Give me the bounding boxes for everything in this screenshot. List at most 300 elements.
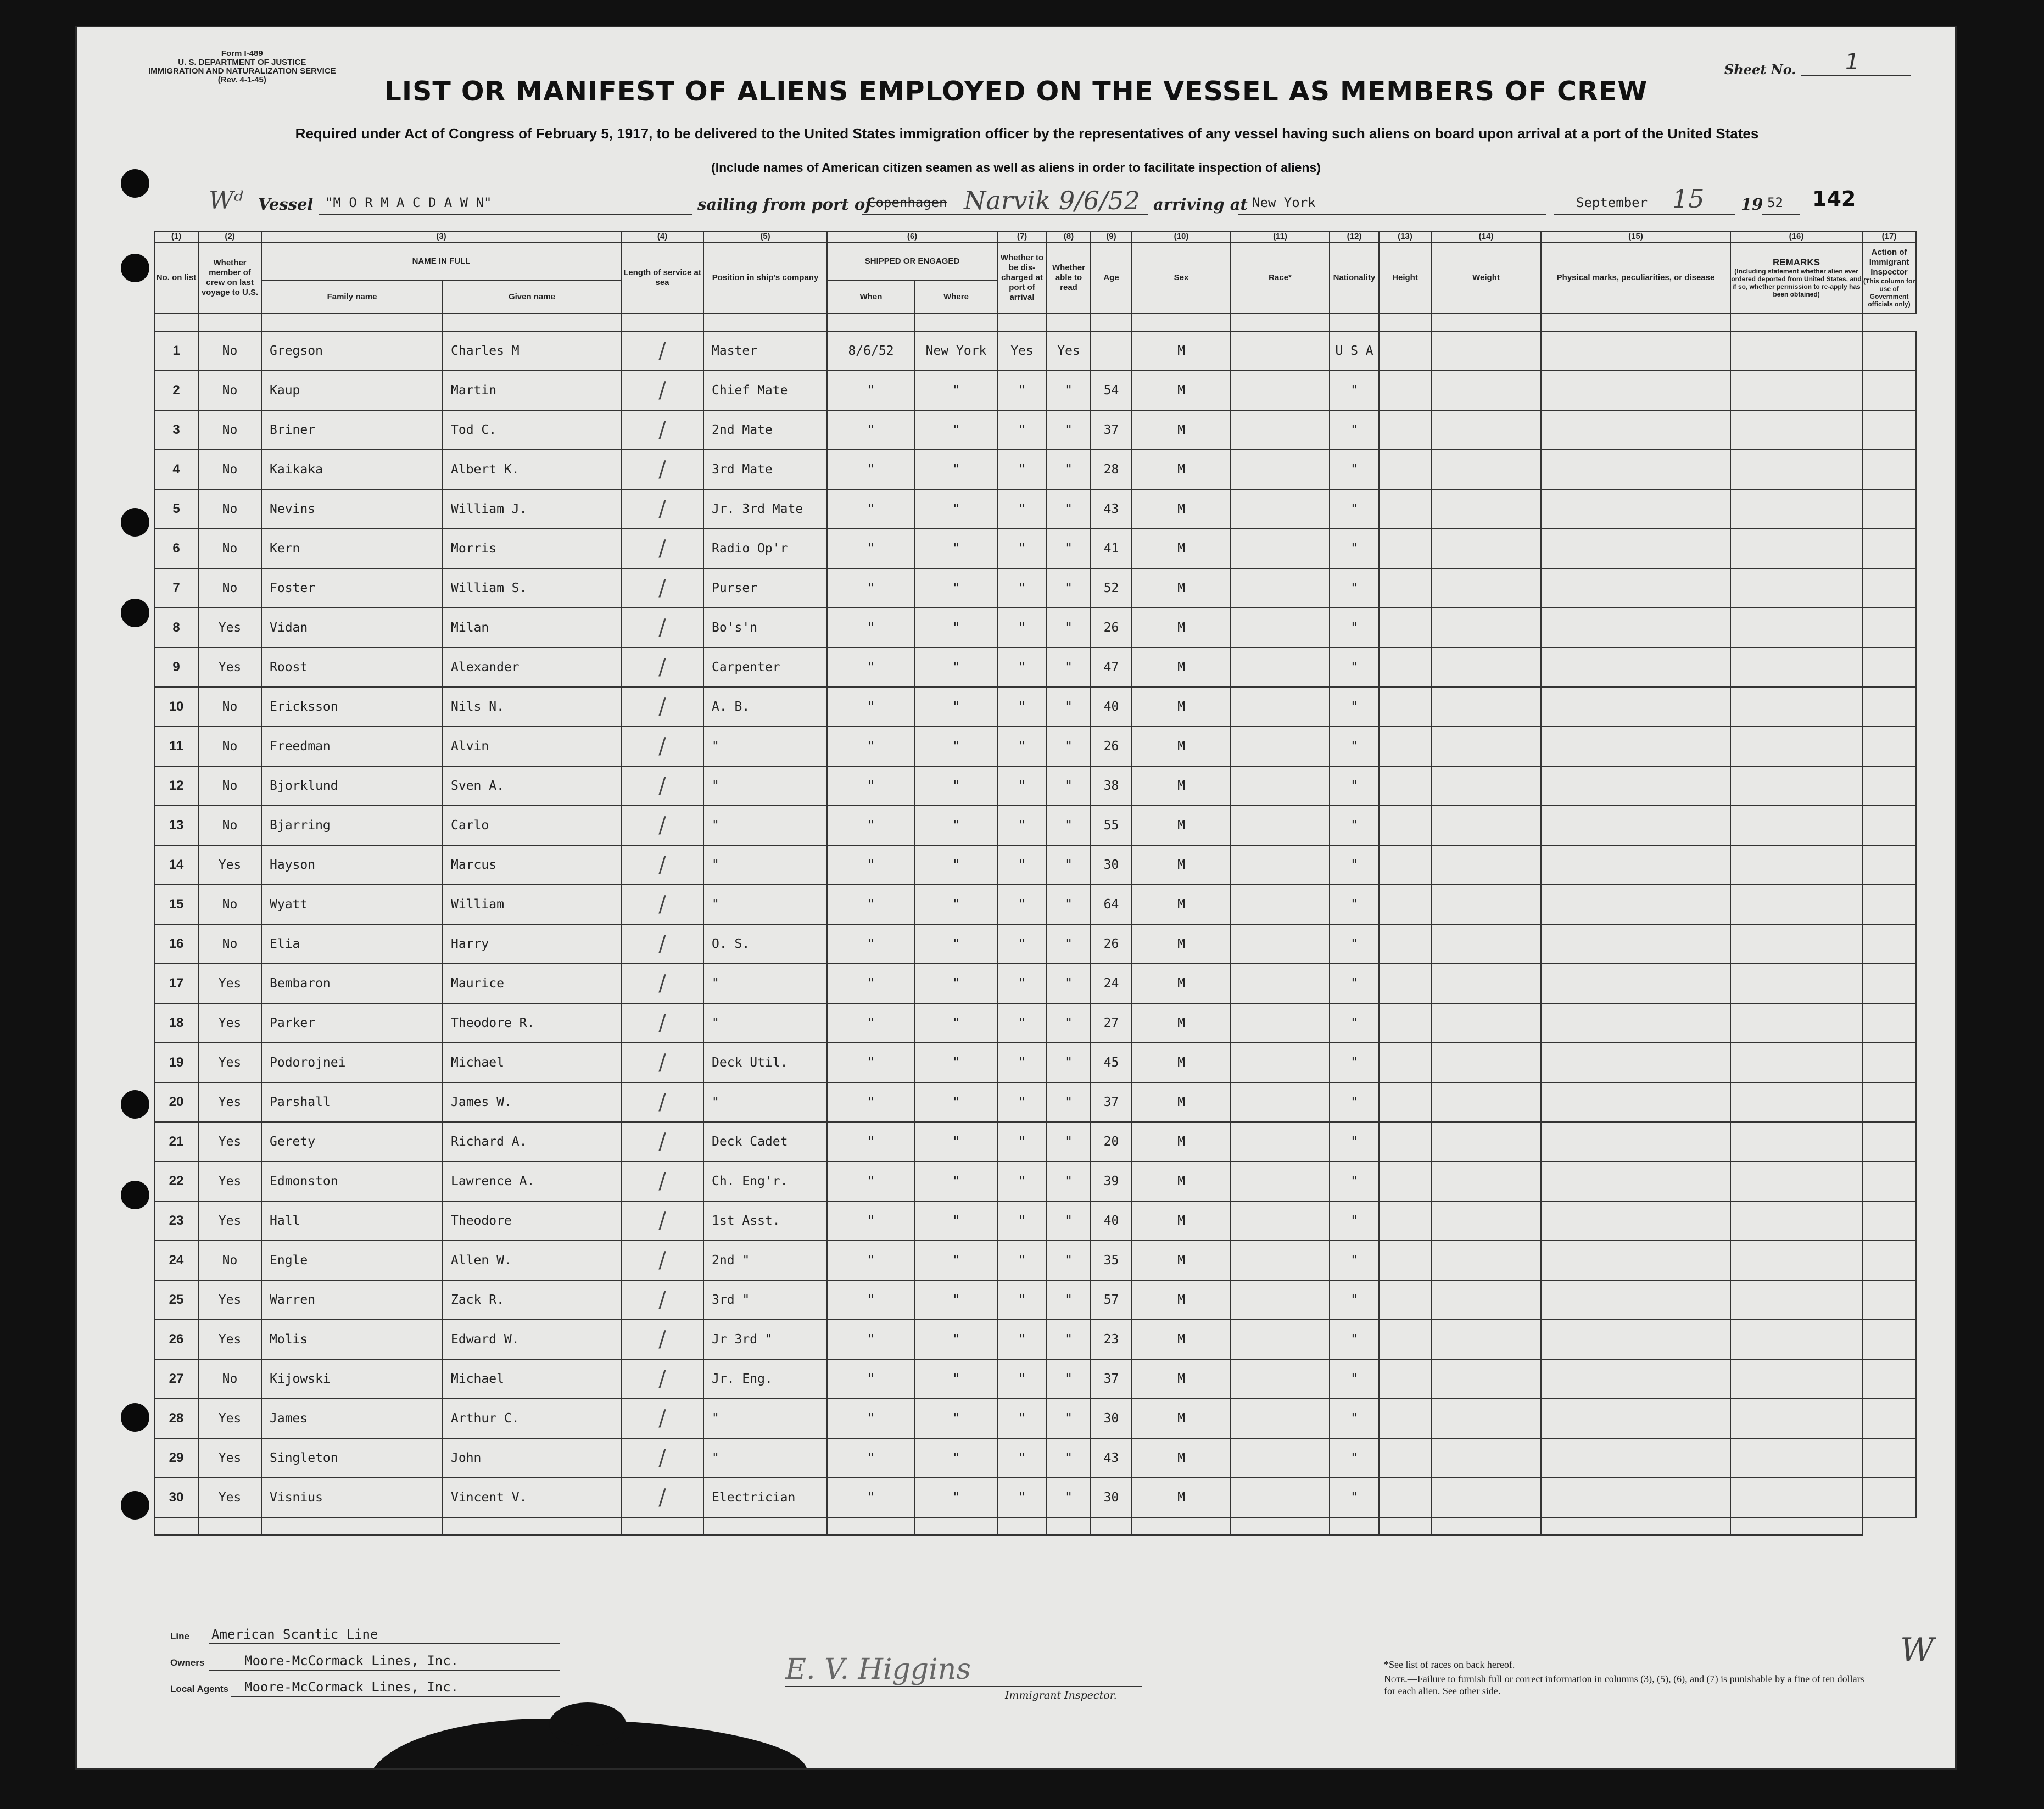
cell-physical-marks bbox=[1541, 1043, 1730, 1082]
cell-sex: M bbox=[1132, 1162, 1231, 1201]
remarks-title: REMARKS bbox=[1773, 257, 1820, 267]
cell-weight bbox=[1431, 1162, 1541, 1201]
cell-age: 26 bbox=[1091, 608, 1132, 647]
cell-given-name: Tod C. bbox=[443, 410, 621, 450]
cell-race bbox=[1231, 687, 1330, 727]
cell-discharged: " bbox=[997, 1082, 1047, 1122]
line-label: Line bbox=[170, 1631, 189, 1642]
cell-discharged: " bbox=[997, 766, 1047, 806]
cell-position: " bbox=[703, 1438, 827, 1478]
cell-given-name: Carlo bbox=[443, 806, 621, 845]
cell-shipped-where: " bbox=[915, 1122, 997, 1162]
cell-height bbox=[1379, 529, 1431, 568]
cell-race bbox=[1231, 568, 1330, 608]
cell-shipped-where: " bbox=[915, 964, 997, 1003]
cell-race bbox=[1231, 1043, 1330, 1082]
cell-age: 37 bbox=[1091, 1359, 1132, 1399]
cell-nationality: " bbox=[1330, 1201, 1379, 1241]
cell-remarks bbox=[1730, 331, 1862, 371]
cell-shipped-where: " bbox=[915, 1241, 997, 1280]
cell-shipped-where: " bbox=[915, 924, 997, 964]
cell-able-to-read: " bbox=[1047, 410, 1091, 450]
cell-height bbox=[1379, 1320, 1431, 1359]
cell-discharged: " bbox=[997, 608, 1047, 647]
cell-shipped-when: " bbox=[827, 964, 915, 1003]
cell-height bbox=[1379, 1399, 1431, 1438]
cell-physical-marks bbox=[1541, 647, 1730, 687]
column-number-row bbox=[154, 231, 1916, 242]
cell-row-number: 15 bbox=[154, 885, 198, 924]
cell-shipped-when: " bbox=[827, 450, 915, 489]
cell-last-voyage: Yes bbox=[198, 1478, 261, 1517]
cell-race bbox=[1231, 1162, 1330, 1201]
cell-remarks bbox=[1730, 450, 1862, 489]
cell-remarks bbox=[1730, 727, 1862, 766]
cell-able-to-read: " bbox=[1047, 489, 1091, 529]
col-num: (1) bbox=[154, 231, 198, 242]
cell-last-voyage: Yes bbox=[198, 1438, 261, 1478]
cell-sex: M bbox=[1132, 1399, 1231, 1438]
cell-remarks bbox=[1730, 1399, 1862, 1438]
cell-able-to-read: " bbox=[1047, 647, 1091, 687]
cell-family-name: Hayson bbox=[261, 845, 443, 885]
cell-shipped-when: " bbox=[827, 1320, 915, 1359]
cell-shipped-where: " bbox=[915, 529, 997, 568]
cell-race bbox=[1231, 1201, 1330, 1241]
header-discharged: Whether to be dis-charged at port of arrival bbox=[997, 242, 1047, 314]
owners-value: Moore-McCormack Lines, Inc. bbox=[244, 1653, 459, 1668]
arrival-day: 15 bbox=[1672, 184, 1705, 214]
cell-race bbox=[1231, 1478, 1330, 1517]
cell-race bbox=[1231, 806, 1330, 845]
cell-length-of-service: / bbox=[621, 806, 703, 845]
action-title: Action of Immigrant Inspector bbox=[1869, 248, 1909, 277]
cell-sex: M bbox=[1132, 1201, 1231, 1241]
cell-length-of-service: / bbox=[621, 371, 703, 410]
cell-physical-marks bbox=[1541, 1201, 1730, 1241]
table-row bbox=[154, 1399, 1916, 1438]
cell-remarks bbox=[1730, 1241, 1862, 1280]
cell-remarks bbox=[1730, 647, 1862, 687]
arriving-port: New York bbox=[1252, 195, 1316, 210]
cell-inspector-action bbox=[1862, 608, 1916, 647]
cell-last-voyage: No bbox=[198, 1241, 261, 1280]
cell-physical-marks bbox=[1541, 885, 1730, 924]
cell-inspector-action bbox=[1862, 1082, 1916, 1122]
cell-shipped-where: " bbox=[915, 1201, 997, 1241]
table-row bbox=[154, 1280, 1916, 1320]
cell-length-of-service: / bbox=[621, 964, 703, 1003]
col-num: (11) bbox=[1231, 231, 1330, 242]
cell-inspector-action bbox=[1862, 806, 1916, 845]
cell-nationality: U S A bbox=[1330, 331, 1379, 371]
cell-remarks bbox=[1730, 1003, 1862, 1043]
cell-inspector-action bbox=[1862, 687, 1916, 727]
cell-race bbox=[1231, 608, 1330, 647]
cell-discharged: " bbox=[997, 1320, 1047, 1359]
binder-hole bbox=[121, 1181, 149, 1209]
table-row bbox=[154, 1359, 1916, 1399]
cell-inspector-action bbox=[1862, 1162, 1916, 1201]
page-subtitle: Required under Act of Congress of February 5, 1917, to be delivered to the United States immigration officer by the representatives of any vessel having such aliens on board upon arrival at a port of the United States bbox=[295, 125, 1759, 142]
cell-inspector-action bbox=[1862, 1280, 1916, 1320]
cell-length-of-service: / bbox=[621, 1003, 703, 1043]
cell-race bbox=[1231, 1122, 1330, 1162]
cell-length-of-service: / bbox=[621, 1478, 703, 1517]
cell-remarks bbox=[1730, 964, 1862, 1003]
cell-age: 37 bbox=[1091, 1082, 1132, 1122]
cell-sex: M bbox=[1132, 1043, 1231, 1082]
cell-age: 64 bbox=[1091, 885, 1132, 924]
cell-row-number: 24 bbox=[154, 1241, 198, 1280]
cell-shipped-when: " bbox=[827, 1478, 915, 1517]
cell-shipped-when: " bbox=[827, 1122, 915, 1162]
cell-inspector-action bbox=[1862, 331, 1916, 371]
cell-nationality: " bbox=[1330, 1280, 1379, 1320]
cell-inspector-action bbox=[1862, 1122, 1916, 1162]
cell-weight bbox=[1431, 924, 1541, 964]
cell-inspector-action bbox=[1862, 568, 1916, 608]
sailing-label: sailing from port of bbox=[697, 195, 872, 214]
cell-remarks bbox=[1730, 1320, 1862, 1359]
cell-race bbox=[1231, 1359, 1330, 1399]
cell-discharged: " bbox=[997, 1043, 1047, 1082]
cell-shipped-when: " bbox=[827, 371, 915, 410]
cell-family-name: Warren bbox=[261, 1280, 443, 1320]
header-when: When bbox=[827, 281, 915, 314]
cell-height bbox=[1379, 924, 1431, 964]
cell-shipped-where: " bbox=[915, 1280, 997, 1320]
cell-able-to-read: " bbox=[1047, 1438, 1091, 1478]
cell-height bbox=[1379, 1003, 1431, 1043]
cell-sex: M bbox=[1132, 885, 1231, 924]
cell-inspector-action bbox=[1862, 1241, 1916, 1280]
cell-discharged: " bbox=[997, 1162, 1047, 1201]
col-num: (6) bbox=[827, 231, 997, 242]
inspector-signature: E. V. Higgins bbox=[785, 1653, 971, 1686]
cell-sex: M bbox=[1132, 489, 1231, 529]
header-race: Race* bbox=[1231, 242, 1330, 314]
table-row bbox=[154, 1241, 1916, 1280]
table-row bbox=[154, 1438, 1916, 1478]
cell-age: 38 bbox=[1091, 766, 1132, 806]
cell-height bbox=[1379, 964, 1431, 1003]
cell-given-name: William J. bbox=[443, 489, 621, 529]
cell-able-to-read: " bbox=[1047, 1478, 1091, 1517]
cell-age: 39 bbox=[1091, 1162, 1132, 1201]
cell-family-name: Kijowski bbox=[261, 1359, 443, 1399]
cell-shipped-when: " bbox=[827, 568, 915, 608]
cell-last-voyage: Yes bbox=[198, 1201, 261, 1241]
cell-position: 3rd Mate bbox=[703, 450, 827, 489]
cell-sex: M bbox=[1132, 1478, 1231, 1517]
cell-sex: M bbox=[1132, 608, 1231, 647]
cell-shipped-when: " bbox=[827, 1280, 915, 1320]
cell-family-name: Parshall bbox=[261, 1082, 443, 1122]
cell-height bbox=[1379, 1241, 1431, 1280]
cell-age: 27 bbox=[1091, 1003, 1132, 1043]
table-row bbox=[154, 1043, 1916, 1082]
cell-nationality: " bbox=[1330, 806, 1379, 845]
cell-last-voyage: Yes bbox=[198, 1399, 261, 1438]
cell-sex: M bbox=[1132, 331, 1231, 371]
cell-shipped-where: " bbox=[915, 450, 997, 489]
cell-shipped-where: New York bbox=[915, 331, 997, 371]
table-row bbox=[154, 331, 1916, 371]
cell-weight bbox=[1431, 1082, 1541, 1122]
cell-height bbox=[1379, 806, 1431, 845]
cell-position: 2nd Mate bbox=[703, 410, 827, 450]
cell-discharged: " bbox=[997, 1359, 1047, 1399]
cell-race bbox=[1231, 410, 1330, 450]
cell-race bbox=[1231, 1438, 1330, 1478]
cell-row-number: 12 bbox=[154, 766, 198, 806]
cell-nationality: " bbox=[1330, 410, 1379, 450]
cell-row-number: 30 bbox=[154, 1478, 198, 1517]
cell-row-number: 19 bbox=[154, 1043, 198, 1082]
cell-able-to-read: " bbox=[1047, 727, 1091, 766]
cell-remarks bbox=[1730, 1043, 1862, 1082]
race-note: *See list of races on back hereof. bbox=[1384, 1659, 1515, 1670]
cell-row-number: 7 bbox=[154, 568, 198, 608]
cell-weight bbox=[1431, 1122, 1541, 1162]
cell-shipped-when: " bbox=[827, 1043, 915, 1082]
cell-shipped-when: " bbox=[827, 924, 915, 964]
cell-shipped-when: " bbox=[827, 727, 915, 766]
cell-weight bbox=[1431, 410, 1541, 450]
cell-last-voyage: Yes bbox=[198, 1043, 261, 1082]
cell-weight bbox=[1431, 1280, 1541, 1320]
cell-discharged: " bbox=[997, 727, 1047, 766]
cell-row-number: 28 bbox=[154, 1399, 198, 1438]
cell-last-voyage: No bbox=[198, 727, 261, 766]
cell-physical-marks bbox=[1541, 1438, 1730, 1478]
cell-physical-marks bbox=[1541, 1320, 1730, 1359]
cell-length-of-service: / bbox=[621, 450, 703, 489]
cell-able-to-read: " bbox=[1047, 371, 1091, 410]
spacer-row bbox=[154, 1517, 1916, 1535]
cell-nationality: " bbox=[1330, 1122, 1379, 1162]
cell-length-of-service: / bbox=[621, 1399, 703, 1438]
owners-label: Owners bbox=[170, 1657, 205, 1668]
cell-height bbox=[1379, 1478, 1431, 1517]
binder-hole bbox=[121, 1491, 149, 1520]
cell-shipped-when: " bbox=[827, 1201, 915, 1241]
cell-last-voyage: No bbox=[198, 331, 261, 371]
cell-last-voyage: Yes bbox=[198, 845, 261, 885]
cell-age: 45 bbox=[1091, 1043, 1132, 1082]
cell-weight bbox=[1431, 647, 1541, 687]
cell-physical-marks bbox=[1541, 371, 1730, 410]
table-row bbox=[154, 964, 1916, 1003]
cell-position: " bbox=[703, 1082, 827, 1122]
cell-discharged: " bbox=[997, 687, 1047, 727]
cell-family-name: Molis bbox=[261, 1320, 443, 1359]
cell-discharged: " bbox=[997, 845, 1047, 885]
cell-height bbox=[1379, 1162, 1431, 1201]
cell-nationality: " bbox=[1330, 1359, 1379, 1399]
cell-given-name: Maurice bbox=[443, 964, 621, 1003]
cell-inspector-action bbox=[1862, 1003, 1916, 1043]
cell-given-name: Alexander bbox=[443, 647, 621, 687]
cell-discharged: " bbox=[997, 410, 1047, 450]
cell-shipped-where: " bbox=[915, 1162, 997, 1201]
cell-position: " bbox=[703, 1003, 827, 1043]
spacer-row bbox=[154, 314, 1916, 331]
cell-nationality: " bbox=[1330, 647, 1379, 687]
cell-given-name: Edward W. bbox=[443, 1320, 621, 1359]
cell-family-name: Parker bbox=[261, 1003, 443, 1043]
cell-weight bbox=[1431, 1320, 1541, 1359]
cell-able-to-read: " bbox=[1047, 885, 1091, 924]
col-num: (12) bbox=[1330, 231, 1379, 242]
header-nationality: Nationality bbox=[1330, 242, 1379, 314]
cell-shipped-when: " bbox=[827, 410, 915, 450]
cell-last-voyage: Yes bbox=[198, 1280, 261, 1320]
cell-inspector-action bbox=[1862, 1043, 1916, 1082]
cell-discharged: " bbox=[997, 924, 1047, 964]
cell-given-name: Morris bbox=[443, 529, 621, 568]
crew-table bbox=[154, 231, 1917, 1536]
cell-nationality: " bbox=[1330, 1320, 1379, 1359]
cell-shipped-where: " bbox=[915, 885, 997, 924]
cell-able-to-read: " bbox=[1047, 1241, 1091, 1280]
cell-position: Jr. Eng. bbox=[703, 1359, 827, 1399]
sheet-label: Sheet No. bbox=[1724, 62, 1796, 77]
header-remarks bbox=[1730, 242, 1862, 314]
cell-shipped-where: " bbox=[915, 1399, 997, 1438]
cell-height bbox=[1379, 1280, 1431, 1320]
cell-given-name: Allen W. bbox=[443, 1241, 621, 1280]
cell-position: " bbox=[703, 727, 827, 766]
cell-nationality: " bbox=[1330, 1003, 1379, 1043]
cell-nationality: " bbox=[1330, 1438, 1379, 1478]
cell-able-to-read: " bbox=[1047, 964, 1091, 1003]
cell-race bbox=[1231, 489, 1330, 529]
cell-family-name: James bbox=[261, 1399, 443, 1438]
cell-height bbox=[1379, 1438, 1431, 1478]
cell-age bbox=[1091, 331, 1132, 371]
year-prefix: 19 bbox=[1741, 195, 1763, 214]
binder-hole bbox=[121, 254, 149, 282]
cell-inspector-action bbox=[1862, 489, 1916, 529]
cell-given-name: Theodore bbox=[443, 1201, 621, 1241]
col-num: (7) bbox=[997, 231, 1047, 242]
cell-able-to-read: " bbox=[1047, 1359, 1091, 1399]
cell-race bbox=[1231, 450, 1330, 489]
cell-remarks bbox=[1730, 371, 1862, 410]
cell-age: 40 bbox=[1091, 1201, 1132, 1241]
cell-weight bbox=[1431, 1201, 1541, 1241]
cell-race bbox=[1231, 1082, 1330, 1122]
cell-weight bbox=[1431, 568, 1541, 608]
cell-given-name: Marcus bbox=[443, 845, 621, 885]
cell-discharged: " bbox=[997, 1003, 1047, 1043]
cell-last-voyage: Yes bbox=[198, 1082, 261, 1122]
cell-inspector-action bbox=[1862, 964, 1916, 1003]
cell-row-number: 2 bbox=[154, 371, 198, 410]
cell-sex: M bbox=[1132, 1359, 1231, 1399]
cell-age: 26 bbox=[1091, 924, 1132, 964]
col-num: (9) bbox=[1091, 231, 1132, 242]
cell-nationality: " bbox=[1330, 727, 1379, 766]
cell-last-voyage: Yes bbox=[198, 1320, 261, 1359]
cell-remarks bbox=[1730, 924, 1862, 964]
table-row bbox=[154, 608, 1916, 647]
cell-physical-marks bbox=[1541, 1082, 1730, 1122]
line-value: American Scantic Line bbox=[211, 1627, 378, 1642]
cell-row-number: 9 bbox=[154, 647, 198, 687]
cell-able-to-read: " bbox=[1047, 845, 1091, 885]
cell-weight bbox=[1431, 1478, 1541, 1517]
cell-given-name: Milan bbox=[443, 608, 621, 647]
cell-sex: M bbox=[1132, 1280, 1231, 1320]
header-name-in-full: NAME IN FULL bbox=[261, 242, 621, 281]
cell-able-to-read: " bbox=[1047, 1201, 1091, 1241]
cell-family-name: Kern bbox=[261, 529, 443, 568]
cell-position: " bbox=[703, 845, 827, 885]
cell-physical-marks bbox=[1541, 806, 1730, 845]
header-age: Age bbox=[1091, 242, 1132, 314]
cell-family-name: Nevins bbox=[261, 489, 443, 529]
cell-age: 43 bbox=[1091, 489, 1132, 529]
note-label: Note. bbox=[1384, 1673, 1408, 1684]
cell-inspector-action bbox=[1862, 727, 1916, 766]
cell-remarks bbox=[1730, 885, 1862, 924]
cell-physical-marks bbox=[1541, 450, 1730, 489]
cell-discharged: Yes bbox=[997, 331, 1047, 371]
page-title: LIST OR MANIFEST OF ALIENS EMPLOYED ON THE VESSEL AS MEMBERS OF CREW bbox=[384, 76, 1648, 107]
cell-family-name: Edmonston bbox=[261, 1162, 443, 1201]
cell-row-number: 25 bbox=[154, 1280, 198, 1320]
cell-discharged: " bbox=[997, 1399, 1047, 1438]
cell-position: Carpenter bbox=[703, 647, 827, 687]
col-num: (13) bbox=[1379, 231, 1431, 242]
cell-family-name: Gregson bbox=[261, 331, 443, 371]
cell-shipped-when: " bbox=[827, 647, 915, 687]
cell-discharged: " bbox=[997, 1201, 1047, 1241]
cell-height bbox=[1379, 885, 1431, 924]
cell-race bbox=[1231, 727, 1330, 766]
cell-shipped-where: " bbox=[915, 766, 997, 806]
cell-last-voyage: Yes bbox=[198, 1003, 261, 1043]
cell-inspector-action bbox=[1862, 1438, 1916, 1478]
cell-height bbox=[1379, 568, 1431, 608]
header-height: Height bbox=[1379, 242, 1431, 314]
cell-remarks bbox=[1730, 529, 1862, 568]
cell-able-to-read: " bbox=[1047, 568, 1091, 608]
cell-family-name: Elia bbox=[261, 924, 443, 964]
cell-shipped-where: " bbox=[915, 371, 997, 410]
cell-position: " bbox=[703, 1399, 827, 1438]
cell-able-to-read: " bbox=[1047, 1320, 1091, 1359]
page-number: 142 bbox=[1812, 187, 1856, 211]
header-shipped: SHIPPED OR ENGAGED bbox=[827, 242, 997, 281]
cell-age: 54 bbox=[1091, 371, 1132, 410]
cell-weight bbox=[1431, 608, 1541, 647]
cell-family-name: Visnius bbox=[261, 1478, 443, 1517]
cell-age: 23 bbox=[1091, 1320, 1132, 1359]
cell-weight bbox=[1431, 371, 1541, 410]
cell-discharged: " bbox=[997, 1478, 1047, 1517]
cell-last-voyage: No bbox=[198, 885, 261, 924]
cell-age: 57 bbox=[1091, 1280, 1132, 1320]
cell-remarks bbox=[1730, 489, 1862, 529]
cell-discharged: " bbox=[997, 1280, 1047, 1320]
cell-remarks bbox=[1730, 1438, 1862, 1478]
cell-height bbox=[1379, 1082, 1431, 1122]
col-num: (8) bbox=[1047, 231, 1091, 242]
